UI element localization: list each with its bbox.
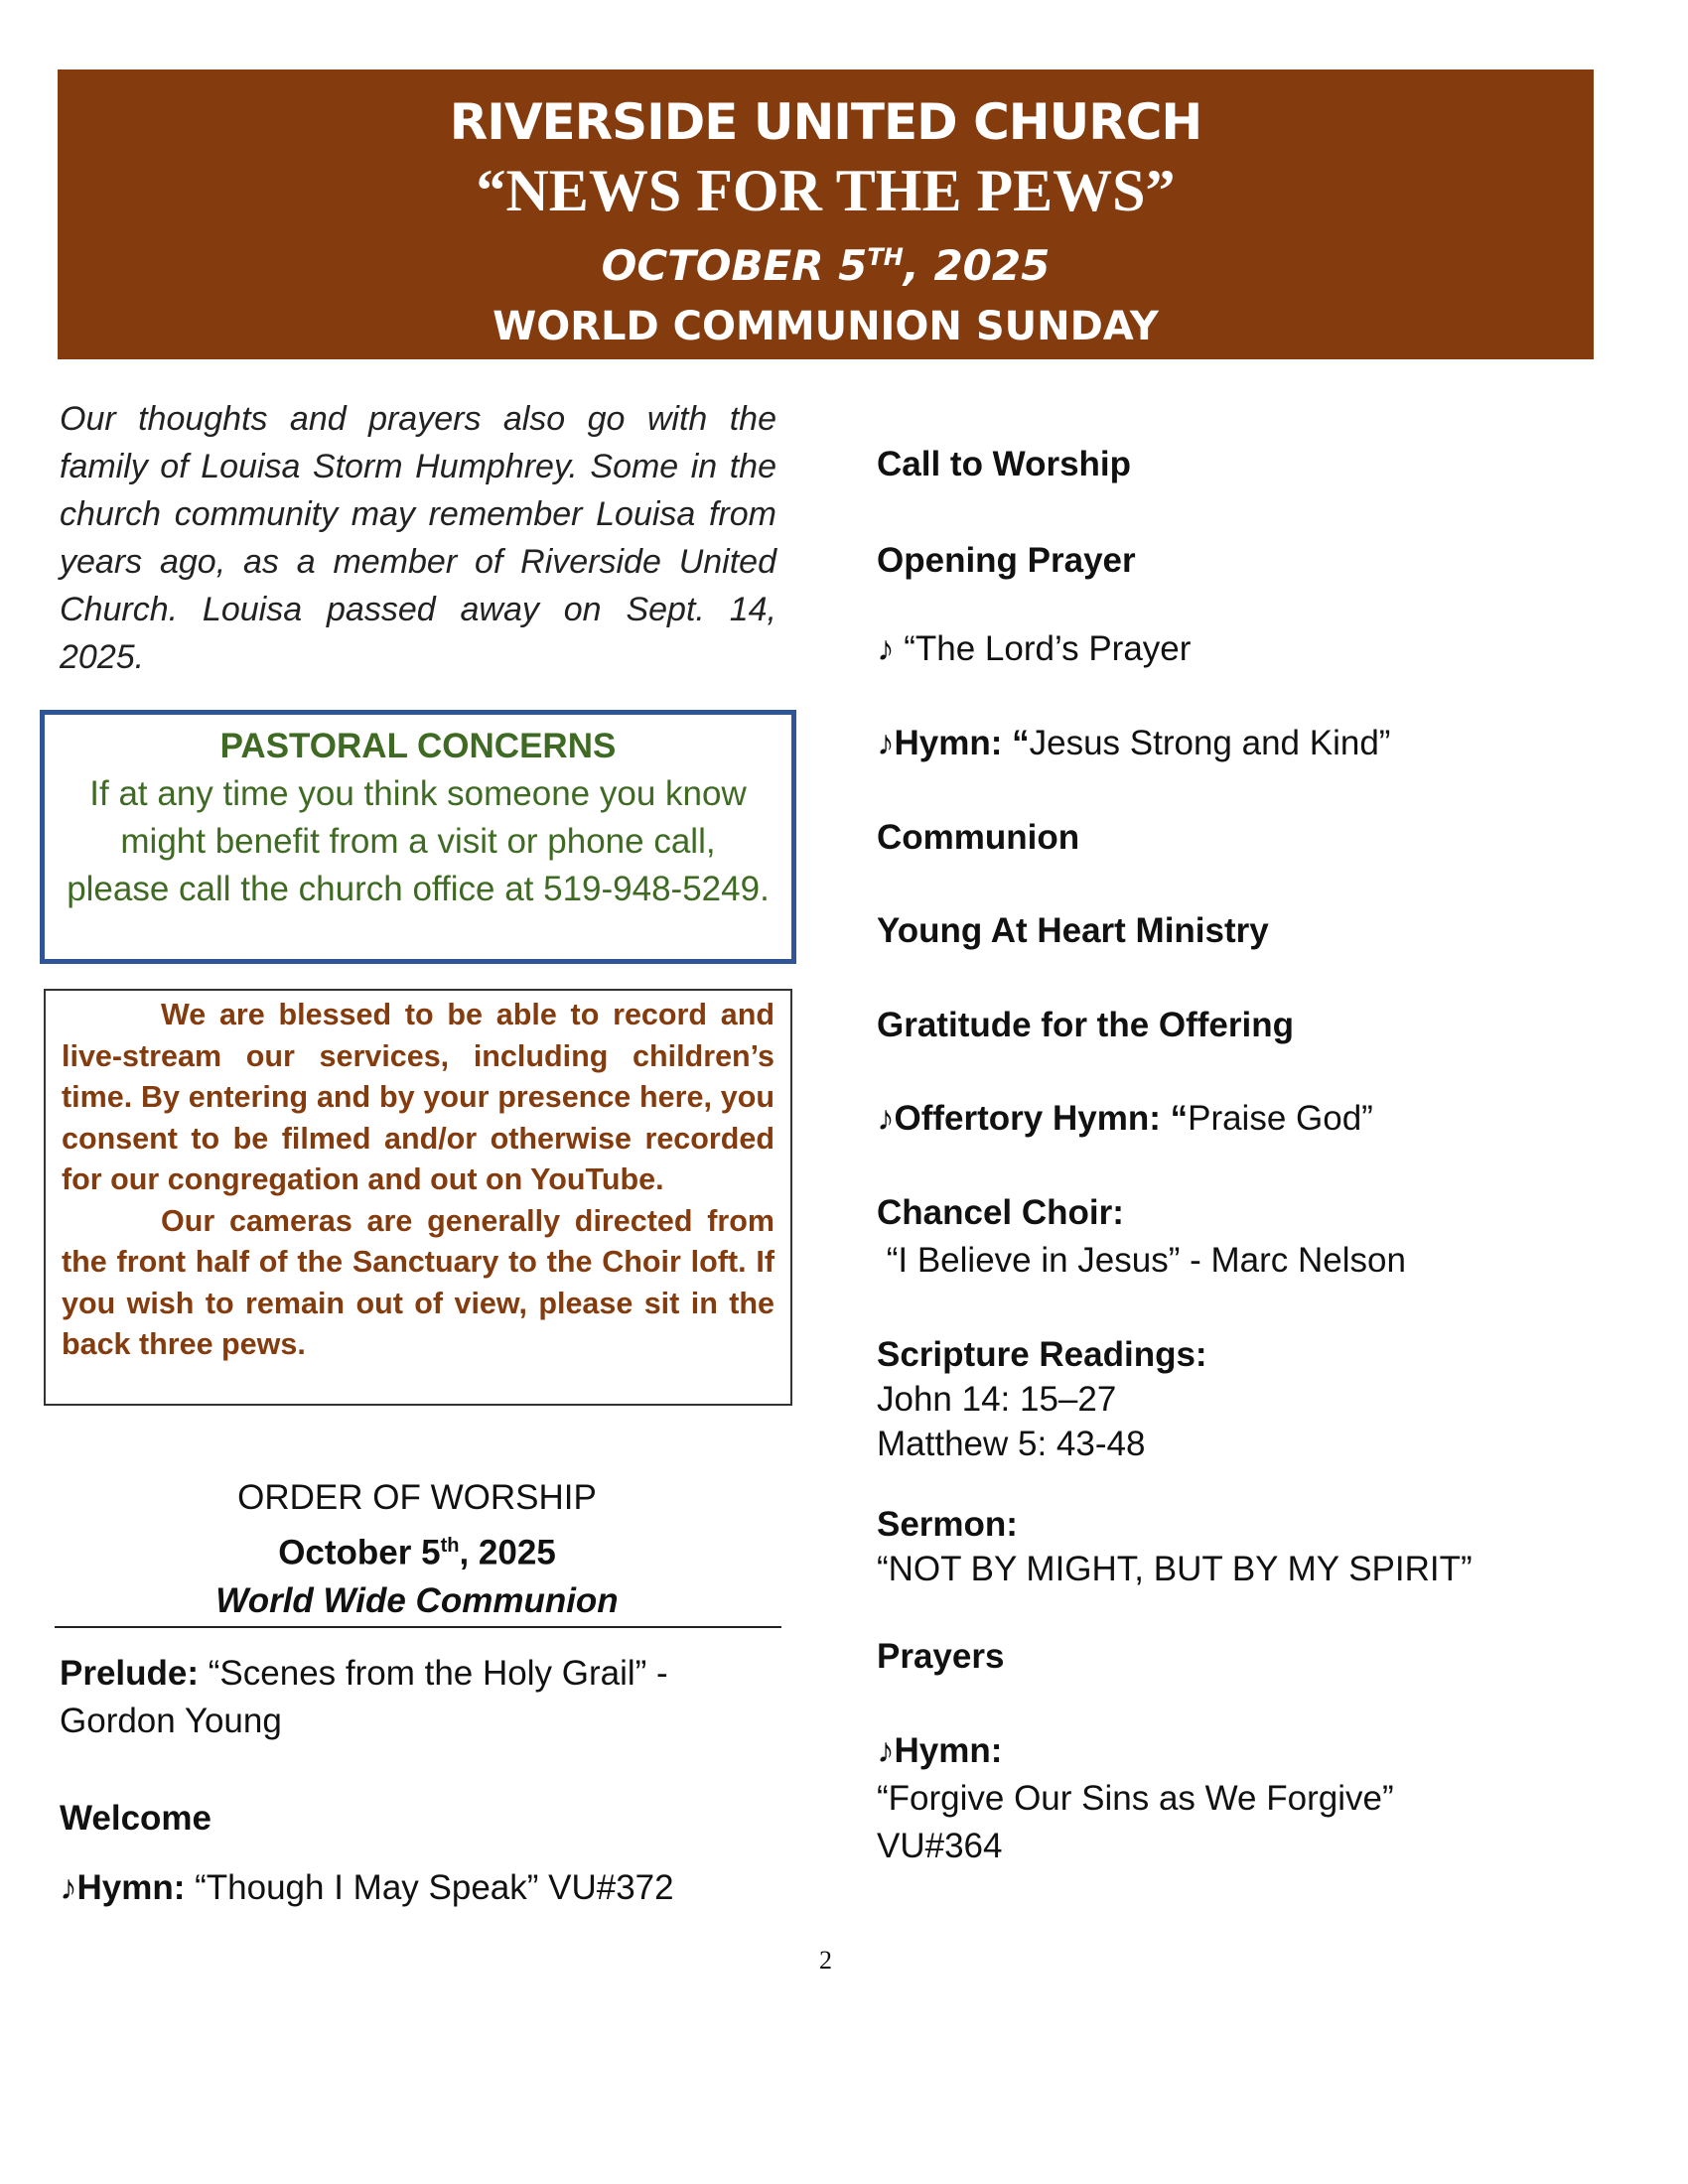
consent-paragraph-1: We are blessed to be able to record and live-stream our services, including children’s time. By entering and by your presence here, you consent to be filmed and/or otherwise recorded for our congregation and out on YouTube.: [62, 998, 774, 1196]
pastoral-concerns-box: [40, 710, 796, 964]
worship-item-sermon: Sermon: “NOT BY MIGHT, BUT BY MY SPIRIT”: [877, 1505, 1473, 1588]
consent-paragraph-2: Our cameras are generally directed from the front half of the Sanctuary to the Choir loft. If you wish to remain out of view, please sit in the back three pews.: [62, 1203, 774, 1361]
church-name: RIVERSIDE UNITED CHURCH: [449, 93, 1202, 151]
page-number: 2: [819, 1946, 832, 1975]
worship-item-hymn-3: ♪Hymn: “Forgive Our Sins as We Forgive” VU#364: [877, 1731, 1394, 1865]
newsletter-date: OCTOBER 5TH, 2025: [601, 241, 1051, 290]
worship-item-offertory-hymn: ♪Offertory Hymn: “Praise God”: [877, 1099, 1373, 1138]
newsletter-banner: [58, 69, 1594, 359]
pastoral-text: If at any time you think someone you know might benefit from a visit or phone call, please call the church office at 519-948-5249.: [67, 774, 770, 908]
worship-item-hymn-2: ♪Hymn: “Jesus Strong and Kind”: [877, 724, 1391, 762]
divider: [55, 1626, 781, 1628]
worship-item-lords-prayer: ♪ “The Lord’s Prayer: [877, 629, 1192, 668]
worship-item-communion: Communion: [877, 818, 1080, 857]
order-subtitle: World Wide Communion: [215, 1580, 619, 1620]
newsletter-title: “NEWS FOR THE PEWS”: [476, 158, 1176, 223]
worship-item-young-at-heart: Young At Heart Ministry: [877, 911, 1269, 950]
worship-item-call: Call to Worship: [877, 445, 1132, 483]
order-date: October 5th, 2025: [278, 1533, 556, 1572]
order-title: ORDER OF WORSHIP: [237, 1478, 597, 1517]
worship-item-prelude: Prelude: “Scenes from the Holy Grail” - Gordon Young: [60, 1654, 668, 1740]
condolence-paragraph: Our thoughts and prayers also go with the family of Louisa Storm Humphrey. Some in the church community may remember Louisa from years ago, as a member of Riverside United Church. Louisa passed away on Sept. 14, 2025.: [60, 400, 776, 676]
worship-item-opening-prayer: Opening Prayer: [877, 541, 1136, 580]
worship-item-prayers: Prayers: [877, 1637, 1005, 1676]
worship-item-welcome: Welcome: [60, 1799, 212, 1838]
worship-item-chancel-choir: Chancel Choir: “I Believe in Jesus” - Marc Nelson: [877, 1193, 1406, 1280]
worship-item-gratitude: Gratitude for the Offering: [877, 1006, 1294, 1044]
worship-item-hymn-1: ♪Hymn: “Though I May Speak” VU#372: [60, 1868, 674, 1907]
worship-item-scripture: Scripture Readings: John 14: 15–27 Matthew 5: 43-48: [877, 1335, 1207, 1463]
occasion-title: WORLD COMMUNION SUNDAY: [492, 304, 1159, 349]
order-of-worship-header: [55, 1474, 779, 1625]
pastoral-title: PASTORAL CONCERNS: [219, 727, 617, 765]
recording-consent-box: [44, 989, 792, 1406]
